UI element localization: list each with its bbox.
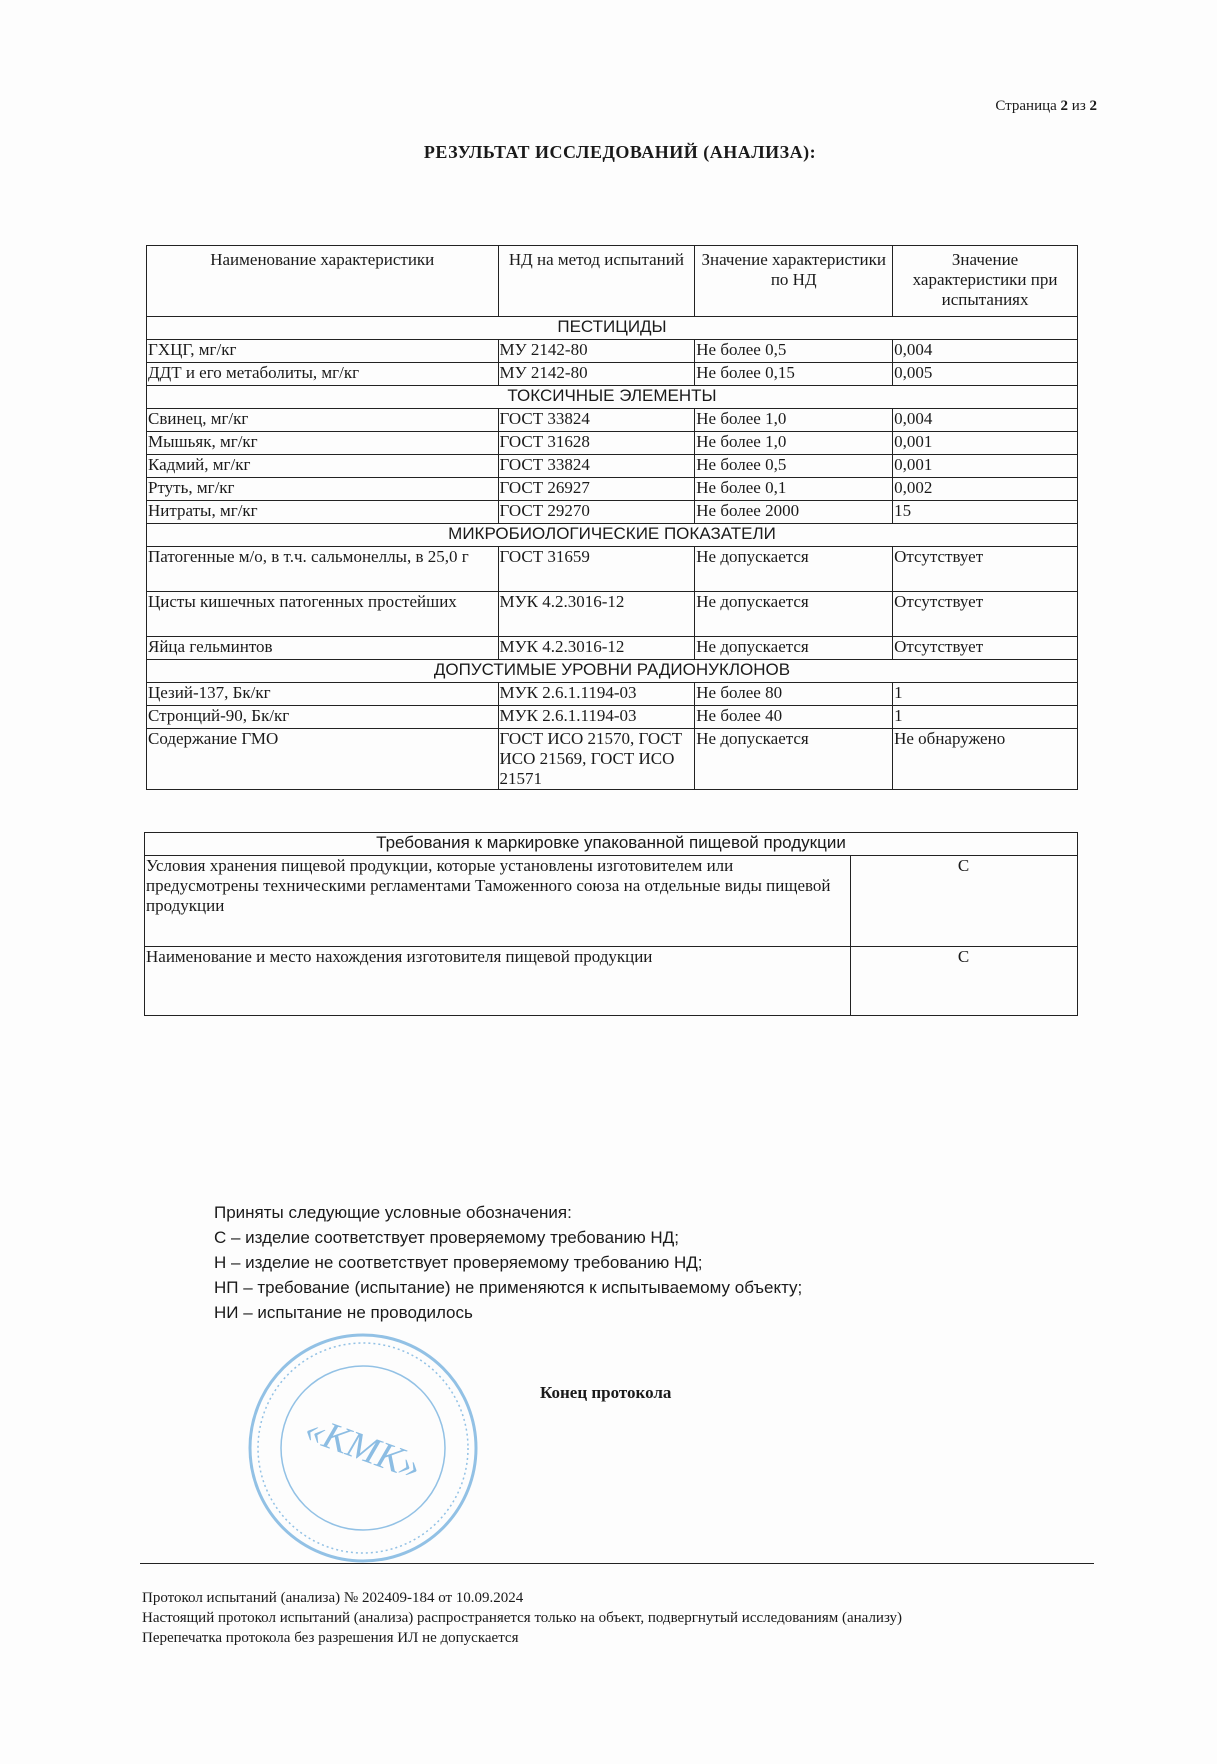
section-row: Требования к маркировке упакованной пищевой продукции xyxy=(145,833,1078,856)
header-method: НД на метод испытаний xyxy=(498,246,695,317)
results-table xyxy=(146,245,1078,790)
page-number: Страница 2 из 2 xyxy=(995,98,1097,114)
table-row: Кадмий, мг/кг ГОСТ 33824 Не более 0,5 0,001 xyxy=(147,455,1078,478)
table-row: Яйца гельминтов МУК 4.2.3016-12 Не допускается Отсутствует xyxy=(147,637,1078,660)
legend-line: Н – изделие не соответствует проверяемому требованию НД; xyxy=(214,1253,703,1272)
table-header-row xyxy=(147,246,1078,317)
section-row: МИКРОБИОЛОГИЧЕСКИЕ ПОКАЗАТЕЛИ xyxy=(147,524,1078,547)
stamp-text: «КМК» xyxy=(299,1407,427,1489)
section-row: ДОПУСТИМЫЕ УРОВНИ РАДИОНУКЛОНОВ xyxy=(147,660,1078,683)
table-row: Содержание ГМО ГОСТ ИСО 21570, ГОСТ ИСО 21569, ГОСТ ИСО 21571 Не допускается Не обнаружено xyxy=(147,729,1078,790)
footer-divider xyxy=(140,1563,1094,1564)
table-row: Стронций-90, Бк/кг МУК 2.6.1.1194-03 Не более 40 1 xyxy=(147,706,1078,729)
legend-line: С – изделие соответствует проверяемому требованию НД; xyxy=(214,1228,679,1247)
document-title: РЕЗУЛЬТАТ ИССЛЕДОВАНИЙ (АНАЛИЗА): xyxy=(423,142,817,162)
table-row: Цисты кишечных патогенных простейших МУК 4.2.3016-12 Не допускается Отсутствует xyxy=(147,592,1078,637)
footer-line: Настоящий протокол испытаний (анализа) распространяется только на объект, подвергнутый исследованиям (анализу) xyxy=(142,1610,903,1626)
legend xyxy=(214,1200,802,1325)
legend-line: НИ – испытание не проводилось xyxy=(214,1303,473,1322)
marking-table xyxy=(144,832,1078,1016)
section-row: ПЕСТИЦИДЫ xyxy=(147,317,1078,340)
stamp-seal-icon xyxy=(245,1330,481,1566)
table-row: Наименование и место нахождения изготовителя пищевой продукции С xyxy=(145,947,1078,1016)
section-row: ТОКСИЧНЫЕ ЭЛЕМЕНТЫ xyxy=(147,386,1078,409)
table-row: Условия хранения пищевой продукции, которые установлены изготовителем или предусмотрены техническими регламентами Таможенного союза на отдельные виды пищевой продукции С xyxy=(145,856,1078,947)
header-name: Наименование характеристики xyxy=(147,246,499,317)
footer-line: Перепечатка протокола без разрешения ИЛ не допускается xyxy=(142,1630,519,1646)
footer-line: Протокол испытаний (анализа) № 202409-184 от 10.09.2024 xyxy=(142,1590,524,1606)
table-row: ДДТ и его метаболиты, мг/кг МУ 2142-80 Не более 0,15 0,005 xyxy=(147,363,1078,386)
table-row: Нитраты, мг/кг ГОСТ 29270 Не более 2000 15 xyxy=(147,501,1078,524)
table-row: Цезий-137, Бк/кг МУК 2.6.1.1194-03 Не более 80 1 xyxy=(147,683,1078,706)
footer xyxy=(142,1588,902,1648)
header-result: Значение характеристики при испытаниях xyxy=(893,246,1078,317)
table-row: Ртуть, мг/кг ГОСТ 26927 Не более 0,1 0,002 xyxy=(147,478,1078,501)
table-row: Мышьяк, мг/кг ГОСТ 31628 Не более 1,0 0,001 xyxy=(147,432,1078,455)
table-row: Свинец, мг/кг ГОСТ 33824 Не более 1,0 0,004 xyxy=(147,409,1078,432)
legend-line: Приняты следующие условные обозначения: xyxy=(214,1203,572,1222)
legend-line: НП – требование (испытание) не применяются к испытываемому объекту; xyxy=(214,1278,803,1297)
table-row: ГХЦГ, мг/кг МУ 2142-80 Не более 0,5 0,004 xyxy=(147,340,1078,363)
table-row: Патогенные м/о, в т.ч. сальмонеллы, в 25,0 г ГОСТ 31659 Не допускается Отсутствует xyxy=(147,547,1078,592)
end-of-protocol: Конец протокола xyxy=(540,1383,672,1402)
header-norm: Значение характеристики по НД xyxy=(695,246,893,317)
